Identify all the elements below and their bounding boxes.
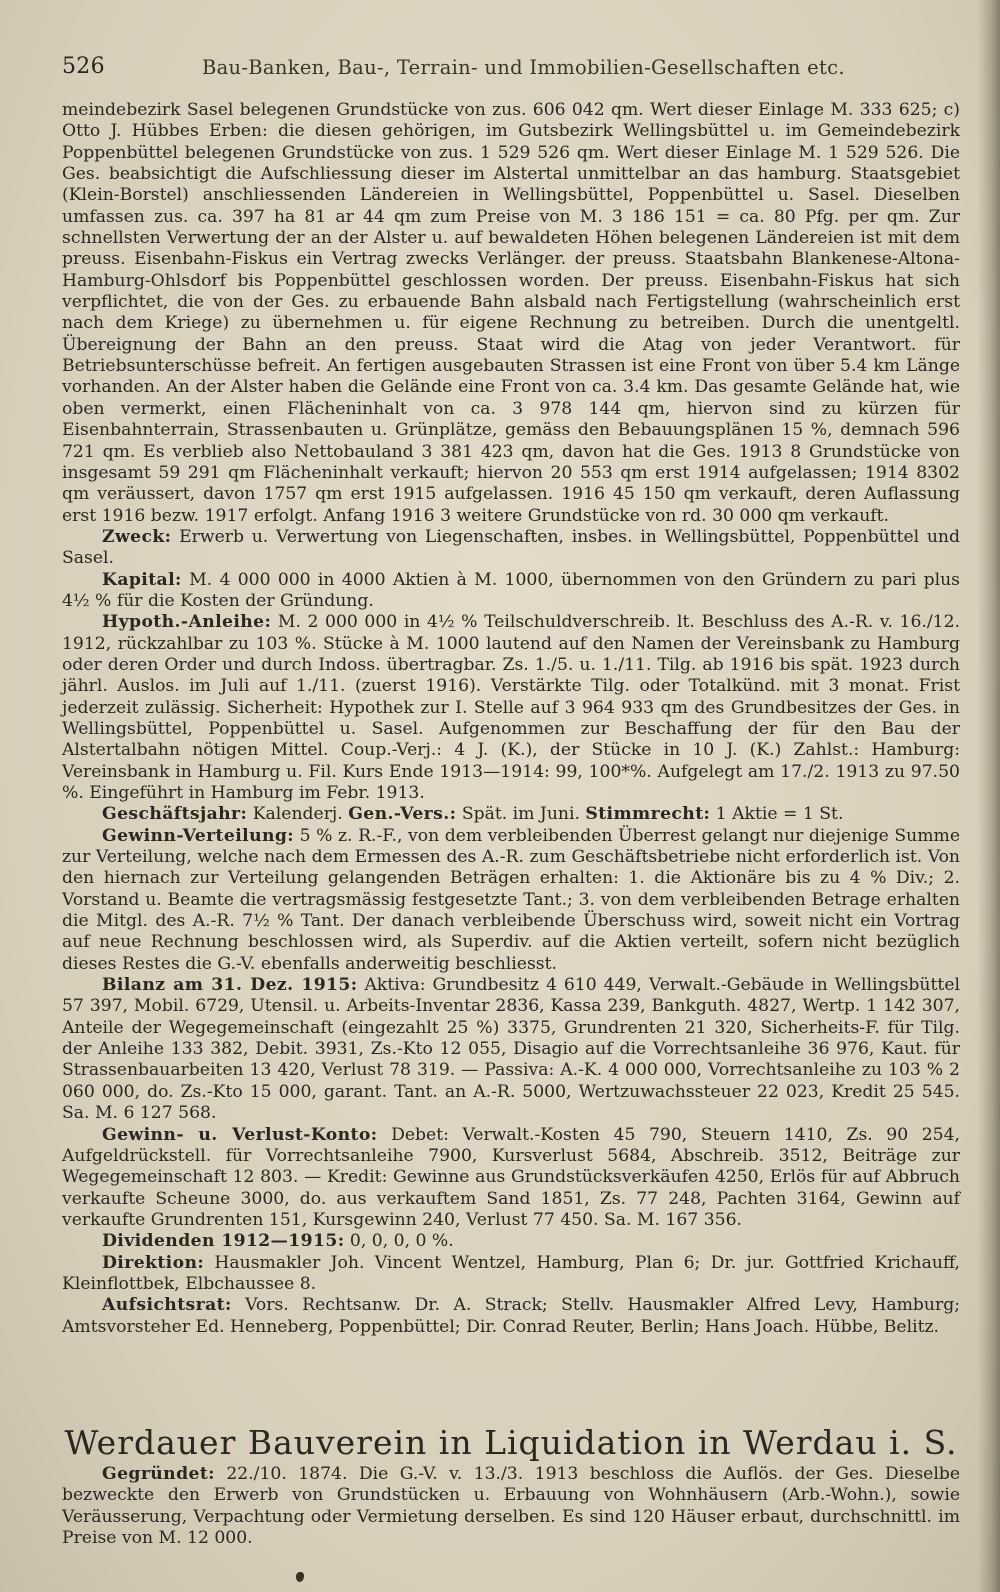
gegr-text: 22./10. 1874. Die G.-V. v. 13./3. 1913 beschloss die Auflös. der Ges. Dieselbe bezweckte den Erwerb von Grundstücken u. Erbauung von Wohnhäusern (Arb.-Wohn.), sowie Veräusserung, Verpachtung oder Vermietung derselben. Es sind 120 Häuser erbaut, durchschnittl. im Preise von M. 12 000.: [62, 1464, 960, 1549]
bilanz-label: Bilanz am 31. Dez. 1915:: [102, 975, 358, 996]
gj-label: Geschäftsjahr:: [102, 804, 248, 825]
company-heading: Werdauer Bauverein in Liquidation in Werdau i. S.: [64, 1423, 958, 1462]
guv-entry: [62, 1125, 960, 1232]
gewinn-label: Gewinn-Verteilung:: [102, 825, 295, 846]
zweck-entry: [62, 527, 960, 570]
page-edge-shadow: [978, 0, 1000, 1592]
direktion-entry: [62, 1253, 960, 1296]
gj-text: Kalenderj.: [252, 804, 343, 825]
div-text: 0, 0, 0, 0 %.: [349, 1231, 454, 1252]
kapital-label: Kapital:: [102, 569, 182, 590]
genvers-text: Spät. im Juni.: [461, 804, 580, 825]
stimm-label: Stimmrecht:: [585, 804, 711, 825]
ar-text: Vors. Rechtsanw. Dr. A. Strack; Stellv. Hausmakler Alfred Levy, Hamburg; Amtsvorsteher Ed. Henneberg, Poppenbüttel; Dir. Conrad Reuter, Berlin; Hans Joach. Hübbe, Belitz.: [62, 1295, 961, 1337]
hypoth-entry: [62, 612, 960, 804]
page-header: [62, 50, 960, 86]
gegruendet-entry: [62, 1464, 960, 1549]
main-text: [62, 100, 960, 1338]
kapital-text: M. 4 000 000 in 4000 Aktien à M. 1000, übernommen von den Gründern zu pari plus 4½ % für die Kosten der Gründung.: [62, 569, 960, 611]
gewinn-entry: [62, 826, 960, 975]
ink-speck: [296, 1572, 304, 1582]
bilanz-entry: [62, 975, 960, 1124]
section2-text: [62, 1464, 960, 1549]
zweck-text: Erwerb u. Verwertung von Liegenschaften, insbes. in Wellingsbüttel, Poppenbüttel und Sasel.: [62, 526, 961, 569]
bilanz-text: Aktiva: Grundbesitz 4 610 449, Verwalt.-Gebäude in Wellingsbüttel 57 397, Mobil. 6729, Utensil. u. Arbeits-Inventar 2836, Kassa 239, Bankguth. 4827, Wertp. 1 142 307, Anteile der Wegegemeinschaft (eingezahlt 25 %) 3375, Grundrenten 21 320, Sicherheits-F. für Tilg. der Anleihe 133 382, Debit. 3931, Zs.-Kto 12 055, Disagio auf die Vorrechtsanleihe 36 976, Kaut. für Strassenbauarbeiten 13 420, Verlust 78 319. — Passiva: A.-K. 4 000 000, Vorrechtsanleihe zu 103 % 2 060 000, do. Zs.-Kto 15 000, garant. Tant. an A.-R. 5000, Wertzuwachssteuer 22 023, Kredit 25 545. Sa. M. 6 127 568.: [62, 975, 960, 1124]
dividenden-entry: [62, 1231, 960, 1252]
stimm-text: 1 Aktie = 1 St.: [715, 804, 844, 825]
zweck-label: Zweck:: [102, 526, 172, 547]
ar-label: Aufsichtsrat:: [102, 1295, 232, 1316]
kapital-entry: [62, 570, 960, 613]
guv-label: Gewinn- u. Verlust-Konto:: [102, 1124, 378, 1145]
hypoth-text: M. 2 000 000 in 4½ % Teilschuldverschreib. lt. Beschluss des A.-R. v. 16./12. 1912, rückzahlbar zu 103 %. Stücke à M. 1000 lautend auf den Namen der Vereinsbank zu Hamburg oder deren Order und durch Indoss. übertragbar. Zs. 1./5. u. 1./11. Tilg. ab 1916 bis spät. 1923 durch jährl. Auslos. im Juli auf 1./11. (zuerst 1916). Verstärkte Tilg. oder Totalkünd. mit 3 monat. Frist jederzeit zulässig. Sicherheit: Hypothek zur I. Stelle auf 3 964 933 qm des Grundbesitzes der Ges. in Wellingsbüttel, Poppenbüttel u. Sasel. Aufgenommen zur Beschaffung der für den Bau der Alstertalbahn nötigen Mittel. Coup.-Verj.: 4 J. (K.), der Stücke in 10 J. (K.) Zahlst.: Hamburg: Vereinsbank in Hamburg u. Fil. Kurs Ende 1913—1914: 99, 100*%. Aufgelegt am 17./2. 1913 zu 97.50 %. Eingeführt in Hamburg im Febr. 1913.: [62, 612, 960, 803]
hypoth-label: Hypoth.-Anleihe:: [102, 612, 272, 633]
continuation-paragraph: meindebezirk Sasel belegenen Grundstücke von zus. 606 042 qm. Wert dieser Einlage M. 333 625; c) Otto J. Hübbes Erben: die diesen gehörigen, im Gutsbezirk Wellingsbüttel u. im Gemeindebezirk Poppenbüttel belegenen Grundstücke von zus. 1 529 526 qm. Wert dieser Einlage M. 1 529 526. Die Ges. beabsichtigt die Aufschliessung dieser im Alstertal unmittelbar an das hamburg. Staatsgebiet (Klein-Borstel) anschliessenden Ländereien in Wellingsbüttel, Poppenbüttel u. Sasel. Dieselben umfassen zus. ca. 397 ha 81 ar 44 qm zum Preise von M. 3 186 151 = ca. 80 Pfg. per qm. Zur schnellsten Verwertung der an der Alster u. auf bewaldeten Höhen belegenen Ländereien ist mit dem preuss. Eisenbahn-Fiskus ein Vertrag zwecks Verlänger. der preuss. Staatsbahn Blankenese-Altona-Hamburg-Ohlsdorf bis Poppenbüttel geschlossen worden. Der preuss. Eisenbahn-Fiskus hat sich verpflichtet, die von der Ges. zu erbauende Bahn alsbald nach Fertigstellung (wahrscheinlich erst nach dem Kriege) zu übernehmen u. für eigene Rechnung zu betreiben. Durch die unentgeltl. Übereignung der Bahn an den preuss. Staat wird die Atag von jeder Verantwort. für Betriebsunterschüsse befreit. An fertigen ausgebauten Strassen ist eine Front von über 5.4 km Länge vorhanden. An der Alster haben die Gelände eine Front von ca. 3.4 km. Das gesamte Gelände hat, wie oben vermerkt, einen Flächeninhalt von ca. 3 978 144 qm, hiervon sind zu kürzen für Eisenbahnterrain, Strassenbauten u. Grünplätze, gemäss den Bebauungsplänen 15 %, demnach 596 721 qm. Es verblieb also Nettobauland 3 381 423 qm, davon hat die Ges. 1913 8 Grundstücke von insgesamt 59 291 qm Flächeninhalt verkauft; hiervon 20 553 qm erst 1914 aufgelassen; 1914 8302 qm veräussert, davon 1757 qm erst 1915 aufgelassen. 1916 45 150 qm verkauft, deren Auflassung erst 1916 bezw. 1917 erfolgt. Anfang 1916 3 weitere Grundstücke von rd. 30 000 qm verkauft.: [62, 100, 960, 526]
genvers-label: Gen.-Vers.:: [348, 804, 457, 825]
aufsichtsrat-entry: [62, 1295, 960, 1338]
dir-label: Direktion:: [102, 1252, 205, 1273]
dir-text: Hausmakler Joh. Vincent Wentzel, Hamburg, Plan 6; Dr. jur. Gottfried Krichauff, Kleinflottbek, Elbchaussee 8.: [62, 1252, 960, 1294]
geschaeftsjahr-entry: [62, 804, 960, 825]
gewinn-text: 5 % z. R.-F., von dem verbleibenden Überrest gelangt nur diejenige Summe zur Verteilung, welche nach dem Ermessen des A.-R. zum Geschäftsbetriebe nicht erforderlich ist. Von den hiernach zur Verteilung gelangenden Beträgen erhalten: 1. die Aktionäre bis zu 4 % Div.; 2. Vorstand u. Beamte die vertragsmässig festgesetzte Tant.; 3. von dem verbleibenden Betrage erhalten die Mitgl. des A.-R. 7½ % Tant. Der danach verbleibende Überschuss wird, soweit nicht ein Vortrag auf neue Rechnung beschlossen wird, als Superdiv. auf die Aktien verteilt, sofern nicht bezüglich dieses Restes die G.-V. ebenfalls anderweitig beschliesst.: [62, 825, 960, 974]
div-label: Dividenden 1912—1915:: [102, 1231, 345, 1252]
running-title: Bau-Banken, Bau-, Terrain- und Immobilien-Gesellschaften etc.: [202, 56, 845, 79]
page-number: 526: [62, 54, 105, 79]
gegr-label: Gegründet:: [102, 1464, 215, 1484]
guv-text: Debet: Verwalt.-Kosten 45 790, Steuern 1410, Zs. 90 254, Aufgeldrückstell. für Vorrechtsanleihe 7900, Kursverlust 5684, Abschreib. 3512, Beiträge zur Wegegemeinschaft 12 803. — Kredit: Gewinne aus Grundstücksverkäufen 4250, Erlös für auf Abbruch verkaufte Scheune 3000, do. aus verkauftem Sand 1851, Zs. 77 248, Pachten 3164, Gewinn auf verkaufte Grundrenten 151, Kursgewinn 240, Verlust 77 450. Sa. M. 167 356.: [62, 1124, 960, 1230]
